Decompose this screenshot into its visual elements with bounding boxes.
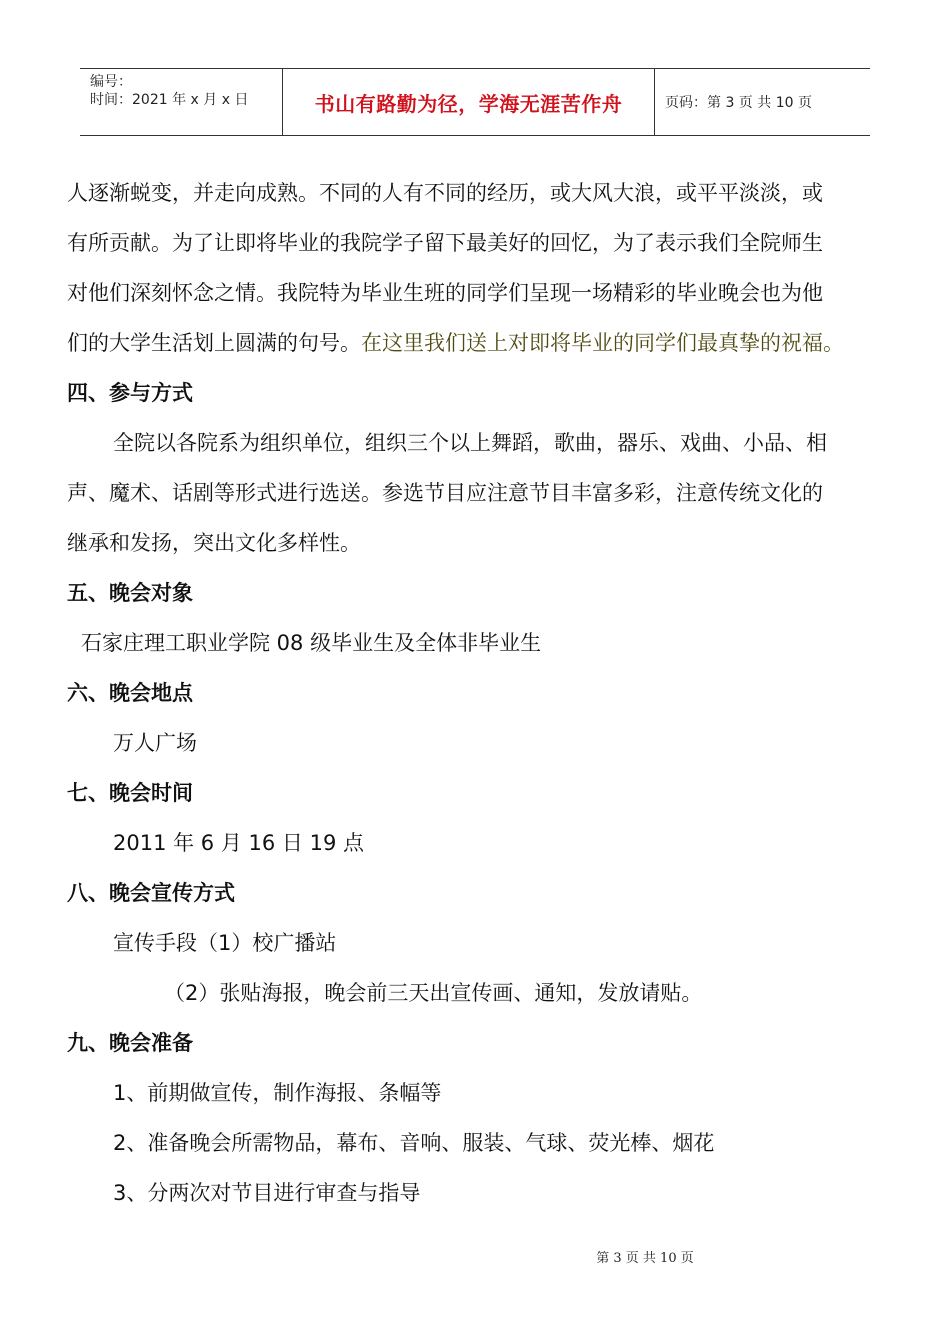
section-heading-audience: 五、晚会对象 bbox=[67, 581, 193, 605]
header-number-label: 编号： bbox=[90, 74, 132, 90]
page-footer: 第 3 页 共 10 页 bbox=[596, 1251, 694, 1266]
header-page-info: 页码：第 3 页 共 10 页 bbox=[665, 95, 812, 111]
header-date-label: 时间：2021 年 x 月 x 日 bbox=[90, 92, 249, 108]
paragraph-line: 继承和发扬，突出文化多样性。 bbox=[67, 531, 361, 555]
list-item: 3、分两次对节目进行审查与指导 bbox=[113, 1181, 421, 1205]
list-item: 1、前期做宣传，制作海报、条幅等 bbox=[113, 1081, 442, 1105]
paragraph-line: （2）张贴海报，晚会前三天出宣传画、通知，发放请贴。 bbox=[164, 981, 703, 1005]
document-body bbox=[67, 168, 887, 1218]
paragraph-line: 石家庄理工职业学院 08 级毕业生及全体非毕业生 bbox=[81, 631, 542, 655]
paragraph-line: 全院以各院系为组织单位，组织三个以上舞蹈，歌曲，器乐、戏曲、小品、相 bbox=[113, 431, 827, 455]
paragraph-line: 有所贡献。为了让即将毕业的我院学子留下最美好的回忆，为了表示我们全院师生 bbox=[67, 231, 823, 255]
paragraph-line: 万人广场 bbox=[113, 731, 197, 755]
paragraph-line: 人逐渐蜕变，并走向成熟。不同的人有不同的经历，或大风大浪，或平平淡淡，或 bbox=[67, 181, 823, 205]
paragraph-line: 对他们深刻怀念之情。我院特为毕业生班的同学们呈现一场精彩的毕业晚会也为他 bbox=[67, 281, 823, 305]
paragraph-line: 2011 年 6 月 16 日 19 点 bbox=[113, 831, 364, 855]
list-item: 2、准备晚会所需物品，幕布、音响、服装、气球、荧光棒、烟花 bbox=[113, 1131, 715, 1155]
header-motto: 书山有路勤为径，学海无涯苦作舟 bbox=[282, 69, 655, 135]
highlighted-blessing: 在这里我们送上对即将毕业的同学们最真挚的祝福。 bbox=[361, 331, 844, 355]
paragraph-text: 们的大学生活划上圆满的句号。 bbox=[67, 331, 361, 355]
paragraph-line bbox=[67, 318, 887, 368]
section-heading-participation: 四、参与方式 bbox=[67, 381, 193, 405]
paragraph-line: 宣传手段（1）校广播站 bbox=[113, 931, 337, 955]
section-heading-time: 七、晚会时间 bbox=[67, 781, 193, 805]
section-heading-venue: 六、晚会地点 bbox=[67, 681, 193, 705]
page-header bbox=[80, 68, 870, 136]
paragraph-line: 声、魔术、话剧等形式进行选送。参选节目应注意节目丰富多彩，注意传统文化的 bbox=[67, 481, 823, 505]
section-heading-preparation: 九、晚会准备 bbox=[67, 1031, 193, 1055]
section-heading-promotion: 八、晚会宣传方式 bbox=[67, 881, 235, 905]
header-meta bbox=[80, 69, 282, 135]
